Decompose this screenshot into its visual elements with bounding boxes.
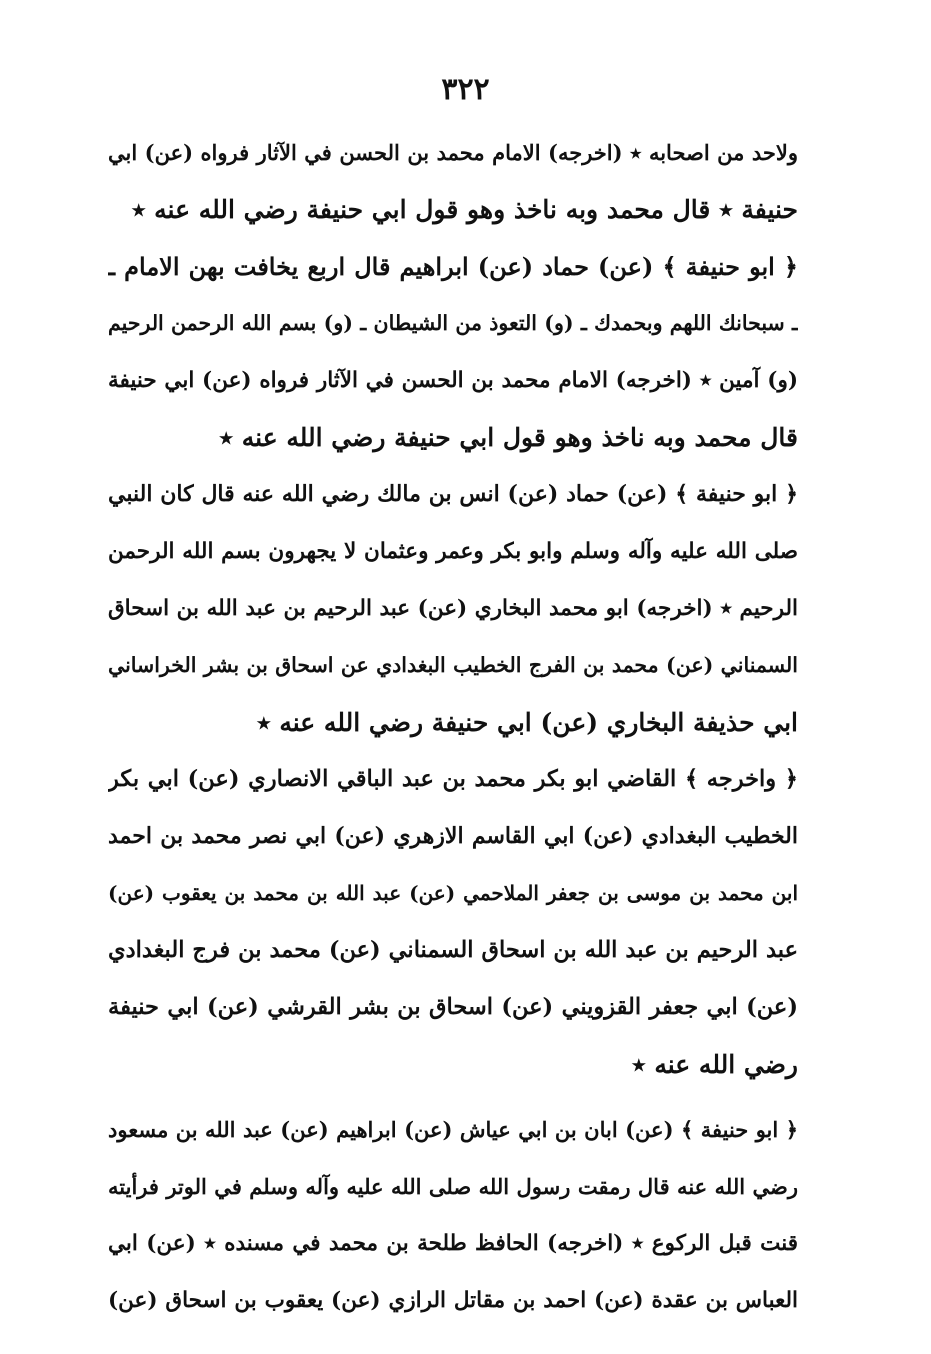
text-line: ولاحد من اصحابه ٭ (اخرجه) الامام محمد بن الحسن في الآثار فرواه (عن) ابي — [108, 140, 798, 165]
text-line: قنت قبل الركوع ٭ (اخرجه) الحافظ طلحة بن محمد في مسنده ٭ (عن) ابي — [108, 1231, 798, 1256]
text-line: العباس بن عقدة (عن) احمد بن مقاتل الرازي (عن) يعقوب بن اسحاق (عن) — [108, 1288, 798, 1313]
text-line: ﴿ ابو حنيفة ﴾ (عن) حماد (عن) ابراهيم قال اربع يخافت بهن الامام ـ — [108, 252, 798, 281]
text-line: رضي الله عنه ٭ — [632, 1050, 798, 1079]
text-line: السمناني (عن) محمد بن الفرج الخطيب البغدادي عن اسحاق بن بشر الخراساني — [108, 653, 798, 677]
text-line: (عن) ابي جعفر القزويني (عن) اسحاق بن بشر القرشي (عن) ابي حنيفة — [108, 994, 798, 1020]
paragraph-gap — [108, 1093, 798, 1101]
text-line: ﴿ ابو حنيفة ﴾ (عن) ابان بن ابي عياش (عن) ابراهيم (عن) عبد الله بن مسعود — [108, 1117, 798, 1142]
text-line: ابن محمد بن موسى بن جعفر الملاحمي (عن) عبد الله بن محمد بن يعقوب (عن) — [108, 881, 798, 905]
text-line: صلى الله عليه وآله وسلم وابو بكر وعمر وعثمان لا يجهرون بسم الله الرحمن — [108, 539, 798, 564]
text-line: ﴿ واخرجه ﴾ القاضي ابو بكر محمد بن عبد الباقي الانصاري (عن) ابي بكر — [108, 766, 798, 792]
text-line: عبد الرحيم بن عبد الله بن اسحاق السمناني (عن) محمد بن فرج البغدادي — [108, 937, 798, 963]
body-text — [108, 124, 798, 1329]
text-line: رضي الله عنه قال رمقت رسول الله صلى الله عليه وآله وسلم في الوتر فرأيته — [108, 1174, 798, 1199]
text-line: ﴿ ابو حنيفة ﴾ (عن) حماد (عن) انس بن مالك رضي الله عنه قال كان النبي — [108, 481, 798, 507]
text-line: قال محمد وبه ناخذ وهو قول ابي حنيفة رضي الله عنه ٭ — [219, 423, 798, 452]
page-number: ٣٢٢ — [441, 72, 490, 107]
text-line: ـ سبحانك اللهم وبحمدك ـ (و) التعوذ من الشيطان ـ (و) بسم الله الرحمن الرحيم — [108, 311, 798, 335]
text-line: الخطيب البغدادي (عن) ابي القاسم الازهري (عن) ابي نصر محمد بن احمد — [108, 823, 798, 849]
text-line: حنيفة ٭ قال محمد وبه ناخذ وهو قول ابي حنيفة رضي الله عنه ٭ — [131, 195, 798, 224]
text-line: الرحيم ٭ (اخرجه) ابو محمد البخاري (عن) عبد الرحيم بن عبد الله بن اسحاق — [108, 596, 798, 621]
text-line: (و) آمين ٭ (اخرجه) الامام محمد بن الحسن في الآثار فرواه (عن) ابي حنيفة — [108, 368, 798, 393]
text-line: ابي حذيفة البخاري (عن) ابي حنيفة رضي الله عنه ٭ — [257, 708, 798, 737]
